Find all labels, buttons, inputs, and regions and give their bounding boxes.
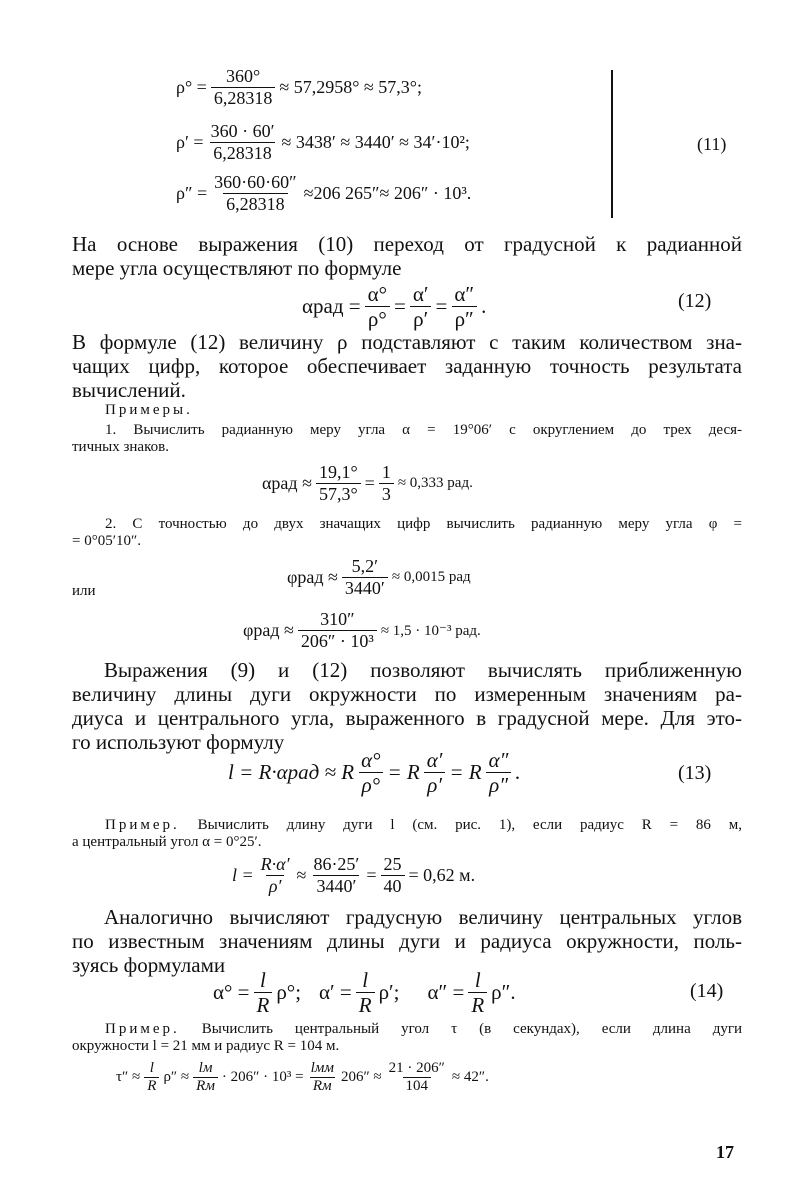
text-line-body: Вычислить центральный угол τ (в секундах), если длина дуги [201,1021,742,1037]
example-2-text [72,516,742,550]
fraction [211,172,300,214]
numerator: l [259,968,266,992]
text-line [72,1021,742,1038]
text-line: В формуле (12) величину ρ подставляют с таким количеством зна- [72,330,742,354]
fraction [316,462,361,504]
numerator: l [149,1060,154,1076]
fraction [310,854,362,896]
formula-rhs: ≈ 3438′ ≈ 3440′ ≈ 34′·10²; [281,131,470,152]
text-line: мере угла осуществляют по формуле [72,256,402,280]
denominator: 40 [381,875,405,897]
fraction [381,854,405,896]
text-line: 2. С точностью до двух значащих цифр вычислить радианную меру угла φ = [105,516,742,532]
formula-lhs: φрад ≈ [243,619,294,640]
formula-lhs: l = [232,864,254,885]
numerator: 25 [383,854,402,874]
denominator: R [144,1077,159,1095]
text-line: вычислений. [72,378,186,402]
text-line: На основе выражения (10) переход от градусной к радианной [72,232,742,256]
fraction [356,968,375,1017]
or-word: или [72,583,96,599]
numerator: 1 [381,462,391,482]
text-line: = 0°05′10″. [72,533,141,549]
formula-rhs: ρ′; [378,980,400,1005]
denominator: Rм [310,1077,335,1095]
fraction [144,1060,159,1096]
text-line: чащих цифр, которое обеспечивает заданную точность результата [72,354,742,378]
formula-rhs: ≈ 57,2958° ≈ 57,3°; [279,76,422,97]
formula-lhs: αрад = [302,294,361,319]
formula-12 [302,282,486,331]
denominator: R [356,992,375,1017]
examples-heading: Примеры. [105,402,193,418]
fraction [254,968,273,1017]
example-2-formula-1 [287,556,471,598]
numerator: 86·25′ [313,854,360,874]
text-line: зуясь формулами [72,953,226,977]
equation-number: (13) [678,762,712,784]
denominator: 104 [403,1077,432,1095]
formula-lhs: α′ = [319,980,352,1005]
text-line [72,817,742,834]
example-2-formula-2 [243,609,481,651]
denominator: ρ″ [486,772,511,797]
paragraph-4 [72,905,742,977]
formula-lhs: l = R·αрад ≈ R [228,760,355,785]
example-3-text [72,817,742,851]
numerator: lмм [310,1060,334,1076]
formula-mid: = R [449,760,482,785]
text-line: величину длины дуги окружности по измеренным значениям ра- [72,682,742,706]
formula-rhs: ≈ 1,5 · 10⁻³ рад. [380,622,481,639]
formula-lhs: ρ′ = [176,131,204,152]
denominator: 3440′ [342,577,388,599]
numerator: α″ [454,282,475,306]
formula-mid: = R [387,760,420,785]
example-4-text [72,1021,742,1055]
curly-brace [611,70,613,218]
fraction [298,609,377,651]
fraction [308,1060,337,1096]
text-line: Выражения (9) и (12) позволяют вычислять приближенную [104,658,742,682]
formula-11-row-3 [176,172,471,214]
denominator: 6,28318 [210,142,275,164]
equals-sign: = [435,294,448,319]
formula-lhs: ρ″ = [176,182,208,203]
approx-sign: ≈ [296,864,307,885]
denominator: R [254,992,273,1017]
period: . [481,294,487,319]
text-line: Аналогично вычисляют градусную величину центральных углов [104,905,742,929]
formula-rhs: ρ°; [276,980,302,1005]
fraction [258,854,293,896]
text-line: 1. Вычислить радианную меру угла α = 19°06′ с округлением до трех деся- [105,422,742,438]
denominator: 6,28318 [211,87,276,109]
fraction [486,748,512,797]
text-line: а центральный угол α = 0°25′. [72,834,262,850]
denominator: 3 [379,483,394,505]
numerator: α′ [426,748,443,772]
numerator: 19,1° [318,462,358,482]
denominator: ρ′ [424,772,445,797]
numerator: α′ [412,282,429,306]
denominator: ρ″ [452,306,477,331]
fraction [451,282,477,331]
formula-11-row-1 [176,66,422,108]
fraction [211,66,276,108]
numerator: 310″ [320,609,355,629]
text-line: по известным значениям длины дуги и радиуса окружности, поль- [72,929,742,953]
text-line: диуса и центрального угла, выраженного в градусной мере. Для это- [72,706,742,730]
formula-rhs: ≈206 265″≈ 206″ · 10³. [303,182,472,203]
equals-sign: = [394,294,406,319]
denominator: 206″ · 10³ [298,630,377,652]
numerator: R·α′ [260,854,290,874]
numerator: lм [198,1060,213,1076]
numerator: 21 · 206″ [388,1060,445,1076]
denominator: ρ′ [410,306,431,331]
fraction [208,121,278,163]
denominator: Rм [193,1077,218,1095]
equation-number: (11) [697,134,727,154]
numerator: l [474,968,481,992]
fraction [424,748,446,797]
formula-rhs: ρ″. [491,980,516,1005]
denominator: 57,3° [316,483,361,505]
fraction [468,968,487,1017]
formula-lhs: τ″ ≈ [116,1069,141,1086]
formula-lhs: α″ = [427,980,465,1005]
text-line: го используют формулу [72,730,285,754]
formula-13 [228,748,521,797]
example-label: Пример. [105,817,180,833]
formula-term: 206″ ≈ [340,1069,382,1086]
formula-rhs: ≈ 0,333 рад. [397,474,473,491]
formula-term: · 206″ · 10³ = [221,1069,304,1086]
denominator: ρ° [359,772,383,797]
formula-lhs: α° = [213,980,250,1005]
denominator: R [468,992,487,1017]
formula-term: ≈ 42″. [451,1069,489,1086]
equation-number: (14) [690,980,724,1002]
numerator: 360° [225,66,261,86]
example-1-formula [262,462,473,504]
fraction [386,1060,448,1096]
formula-lhs: φрад ≈ [287,566,338,587]
text-line: тичных знаков. [72,439,169,455]
numerator: 360 · 60′ [210,121,275,141]
fraction [342,556,388,598]
fraction [365,282,390,331]
denominator: 6,28318 [223,193,288,215]
denominator: 3440′ [313,875,359,897]
paragraph-1 [72,232,742,280]
denominator: ρ′ [266,875,285,897]
formula-rhs: = 0,62 м. [408,864,476,885]
formula-term: ρ″ ≈ [163,1069,190,1086]
formula-14 [213,968,516,1017]
equation-number: (12) [678,290,712,312]
formula-rhs: ≈ 0,0015 рад [391,568,471,585]
fraction [379,462,394,504]
equals-sign: = [364,472,375,493]
example-label: Пример. [105,1021,180,1037]
example-3-formula [232,854,475,896]
text-line: окружности l = 21 мм и радиус R = 104 м. [72,1038,340,1054]
denominator: ρ° [365,306,390,331]
fraction [410,282,432,331]
fraction [358,748,383,797]
numerator: α° [361,748,381,772]
example-1-text [72,422,742,456]
formula-lhs: ρ° = [176,76,207,97]
fraction [193,1060,218,1096]
numerator: 5,2′ [351,556,379,576]
numerator: α″ [488,748,509,772]
text-line-body: Вычислить длину дуги l (см. рис. 1), если радиус R = 86 м, [197,817,742,833]
equals-sign: = [366,864,377,885]
formula-11-row-2 [176,121,470,163]
page-number: 17 [716,1142,734,1162]
paragraph-3 [72,658,742,754]
example-4-formula [116,1060,489,1096]
numerator: α° [367,282,388,306]
period: . [515,760,521,785]
paragraph-2 [72,330,742,402]
formula-lhs: αрад ≈ [262,472,312,493]
numerator: 360·60·60″ [214,172,297,192]
numerator: l [362,968,369,992]
